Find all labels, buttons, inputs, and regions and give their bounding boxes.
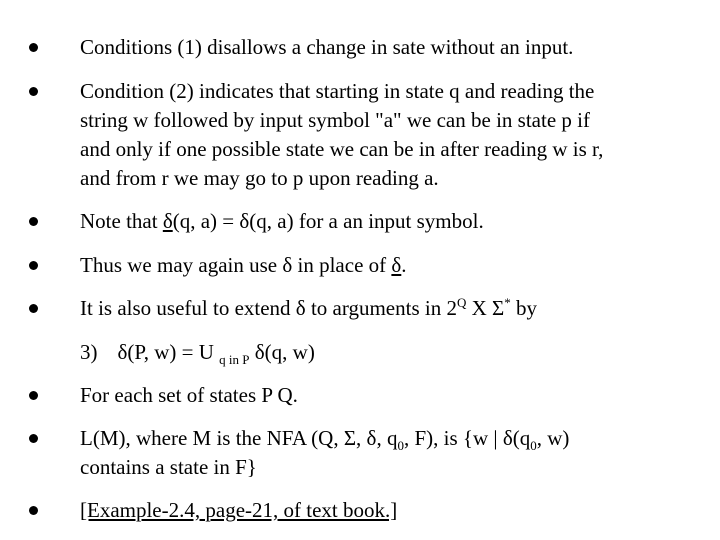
bullet-5-pre: It is also useful to extend δ to arguments in 2 bbox=[80, 296, 457, 320]
bullet-icon bbox=[29, 434, 38, 443]
bullet-text-7 bbox=[80, 424, 569, 482]
bullet-text-1: Conditions (1) disallows a change in sate without an input. bbox=[80, 35, 574, 59]
kleene-star-superscript: * bbox=[504, 295, 511, 310]
q0-subscript: 0 bbox=[397, 438, 404, 453]
bullet-text-3 bbox=[80, 207, 484, 236]
bullet-4-post: . bbox=[401, 253, 407, 277]
bullet-3-pre: Note that bbox=[80, 209, 163, 233]
bullet-text-6: For each set of states P Q. bbox=[80, 383, 298, 407]
bullet-3-post: (q, a) = δ(q, a) for a an input symbol. bbox=[172, 209, 484, 233]
bullet-7-a: L(M), where M is the NFA (Q, Σ, δ, q bbox=[80, 426, 398, 450]
delta-hat-symbol: δ bbox=[162, 209, 173, 233]
bullet-text-5 bbox=[80, 294, 537, 323]
bullet-icon bbox=[29, 506, 38, 515]
bullet-7-line-1 bbox=[80, 424, 569, 453]
bullet-icon bbox=[29, 43, 38, 52]
formula-number: 3) bbox=[80, 340, 98, 364]
bullet-2-line-3: and only if one possible state we can be in after reading w is r, bbox=[80, 137, 604, 161]
bullet-text-2 bbox=[80, 77, 603, 193]
q0-subscript: 0 bbox=[530, 438, 537, 453]
textbook-reference: [Example-2.4, page-21, of text book.] bbox=[80, 498, 398, 522]
bullet-7-b: , F), is {w | δ(q bbox=[403, 426, 531, 450]
bullet-icon bbox=[29, 87, 38, 96]
bullet-icon bbox=[29, 391, 38, 400]
formula-subscript: q in P bbox=[219, 352, 250, 367]
bullet-4-pre: Thus we may again use δ in place of bbox=[80, 253, 392, 277]
power-set-superscript: Q bbox=[456, 295, 467, 310]
bullet-icon bbox=[29, 217, 38, 226]
bullet-2-line-1: Condition (2) indicates that starting in state q and reading the bbox=[80, 79, 595, 103]
bullet-5-post: by bbox=[510, 296, 537, 320]
bullet-2-line-2: string w followed by input symbol "a" we can be in state p if bbox=[80, 108, 590, 132]
formula-3 bbox=[80, 338, 315, 367]
bullet-7-c: , w) bbox=[536, 426, 570, 450]
bullet-icon bbox=[29, 261, 38, 270]
bullet-7-line-2: contains a state in F} bbox=[80, 455, 257, 479]
formula-rhs: δ(q, w) bbox=[249, 340, 315, 364]
bullet-text-4 bbox=[80, 251, 407, 280]
bullet-2-line-4: and from r we may go to p upon reading a. bbox=[80, 166, 439, 190]
bullet-icon bbox=[29, 304, 38, 313]
delta-hat-symbol: δ bbox=[391, 253, 402, 277]
formula-lhs: δ(P, w) = U bbox=[117, 340, 220, 364]
bullet-5-mid: X Σ bbox=[466, 296, 505, 320]
